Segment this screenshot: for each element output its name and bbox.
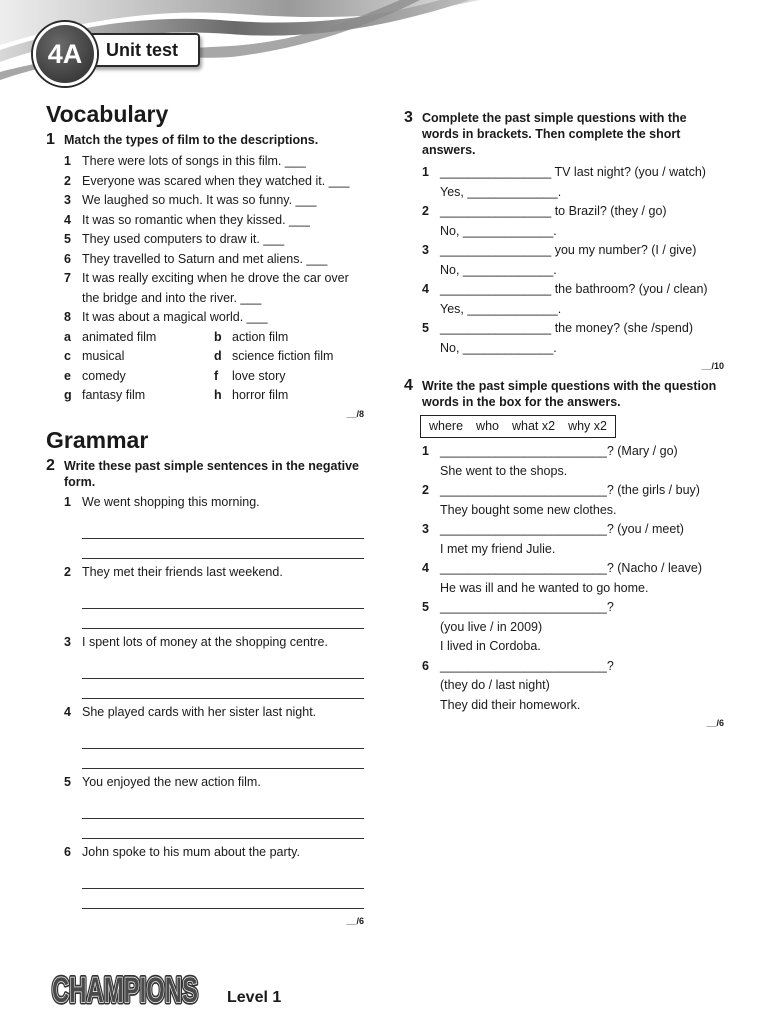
option-e: e comedy [64, 368, 126, 383]
grammar-score: __/6 [346, 915, 364, 926]
right-column [404, 110, 724, 729]
list-item: 1 There were lots of songs in this film. ___ [64, 154, 306, 168]
grammar-items [46, 493, 364, 909]
task-3-score: __/10 [701, 361, 724, 371]
list-item: 3 I spent lots of money at the shopping centre. [46, 633, 364, 699]
answer-line[interactable] [82, 581, 364, 609]
task-3-items [404, 163, 724, 358]
champions-logo [50, 968, 202, 1010]
task-3-instruction: 3 Complete the past simple questions with the words in brackets. Then complete the short answers. [404, 109, 687, 157]
answer-line[interactable] [82, 721, 364, 749]
answer-line[interactable] [82, 861, 364, 889]
answer-line[interactable] [82, 679, 364, 699]
task-2-instruction: 2 Write these past simple sentences in the negative form. [46, 456, 360, 489]
option-h: h horror film [214, 388, 289, 402]
list-item: 5 ________________ the money? (she /spend) No, _____________. [422, 321, 693, 355]
option-g: g fantasy film [64, 388, 146, 402]
option-b: b action film [214, 329, 289, 344]
answer-line[interactable] [82, 819, 364, 839]
list-item: 6 John spoke to his mum about the party. [46, 843, 364, 909]
answer-line[interactable] [82, 749, 364, 769]
task-4-score: __/6 [706, 718, 724, 728]
list-item: 2 ________________________? (the girls / buy) They bought some new clothes. [422, 483, 700, 517]
list-item: 4 It was so romantic when they kissed. ___ [64, 212, 310, 227]
option-d: d science fiction film [214, 349, 334, 363]
answer-line[interactable] [82, 889, 364, 909]
answer-line[interactable] [82, 511, 364, 539]
answer-line[interactable] [82, 539, 364, 559]
list-item: 5 You enjoyed the new action film. [46, 773, 364, 839]
svg-text:CHAMPIONS: CHAMPIONS [52, 971, 198, 1010]
vocabulary-items [46, 152, 364, 328]
list-item: 7 It was really exciting when he drove the car over the bridge and into the river. ___ [64, 271, 349, 305]
list-item: 5 ________________________? (you live / in 2009) I lived in Cordoba. [422, 600, 614, 653]
vocabulary-score: __/8 [346, 408, 364, 419]
list-item: 1 We went shopping this morning. [46, 493, 364, 559]
list-item: 4 ________________ the bathroom? (you / clean) Yes, _____________. [422, 282, 708, 316]
list-item: 2 They met their friends last weekend. [46, 563, 364, 629]
film-type-options [46, 328, 364, 406]
list-item: 3 ________________________? (you / meet) I met my friend Julie. [422, 522, 684, 556]
list-item: 2 Everyone was scared when they watched it. ___ [64, 173, 350, 188]
vocabulary-title: Vocabulary [46, 101, 169, 127]
answer-line[interactable] [82, 609, 364, 629]
unit-title: Unit test [92, 33, 200, 67]
list-item: 4 She played cards with her sister last night. [46, 703, 364, 769]
list-item: 5 They used computers to draw it. ___ [64, 232, 285, 246]
option-f: f love story [214, 368, 286, 383]
list-item: 8 It was about a magical world. ___ [64, 310, 268, 324]
unit-badge: 4A [33, 22, 97, 86]
answer-line[interactable] [82, 651, 364, 679]
option-a: a animated film [64, 329, 157, 344]
list-item: 6 They travelled to Saturn and met aliens. ___ [64, 251, 328, 266]
list-item: 4 ________________________? (Nacho / leave) He was ill and he wanted to go home. [422, 561, 703, 595]
svg-text:CHAMPIONS: CHAMPIONS [52, 971, 198, 1010]
grammar-title: Grammar [46, 426, 149, 453]
level-label: Level 1 [227, 989, 282, 1006]
answer-line[interactable] [82, 791, 364, 819]
list-item: 1 ________________ TV last night? (you / watch) Yes, _____________. [422, 165, 706, 199]
task-4-items [404, 442, 724, 715]
svg-text:CHAMPIONS: CHAMPIONS [52, 971, 198, 1010]
list-item: 1 ________________________? (Mary / go) She went to the shops. [422, 444, 678, 478]
list-item: 6 ________________________? (they do / last night) They did their homework. [422, 658, 614, 712]
left-column [46, 100, 364, 927]
question-word-box: where who what x2 why x2 [420, 415, 616, 438]
list-item: 3 We laughed so much. It was so funny. ___ [64, 193, 317, 207]
task-4-instruction: 4 Write the past simple questions with the question words in the box for the answers. [404, 377, 717, 409]
option-c: c musical [64, 349, 125, 363]
list-item: 3 ________________ you my number? (I / give) No, _____________. [422, 243, 697, 277]
list-item: 2 ________________ to Brazil? (they / go) No, _____________. [422, 204, 667, 238]
task-1-instruction: 1 Match the types of film to the descriptions. [46, 131, 319, 148]
